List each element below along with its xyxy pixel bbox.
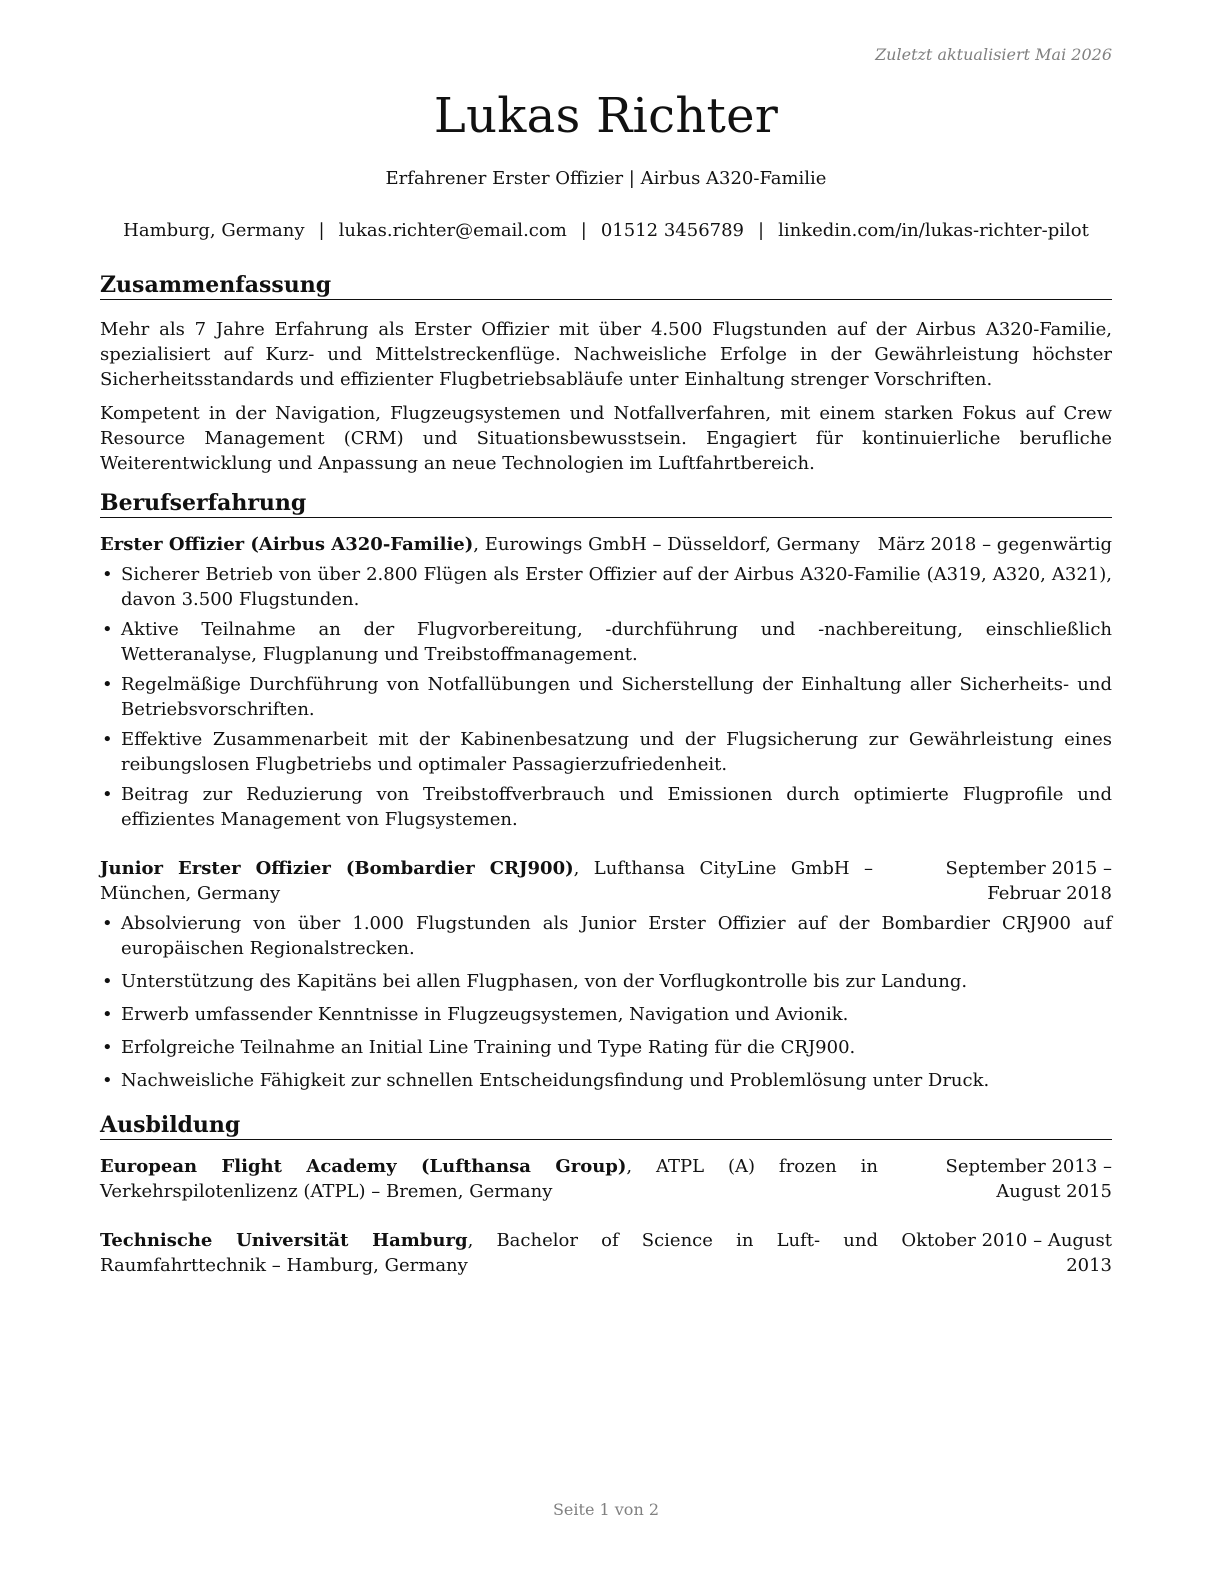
education-detail: , Bachelor of Science in Luft- und Raumfahrttechnik – Hamburg, Germany (100, 1230, 878, 1276)
education-entry (100, 1228, 1112, 1278)
page-number: Seite 1 von 2 (552, 1500, 660, 1519)
list-item: • Effektive Zusammenarbeit mit der Kabinenbesatzung und der Flugsicherung zur Gewährleistung eines reibungslosen Flugbetriebs und optimaler Passagierzufriedenheit. (100, 727, 1112, 777)
job-dates: März 2018 – gegenwärtig (877, 534, 1112, 555)
job-header (100, 532, 1112, 557)
job-entry (100, 856, 1112, 1093)
education-school: European Flight Academy (Lufthansa Group) (100, 1156, 627, 1177)
job-entry (100, 532, 1112, 832)
contact-separator: | (758, 220, 765, 241)
list-item: • Unterstützung des Kapitäns bei allen Flugphasen, von der Vorflugkontrolle bis zur Landung. (100, 969, 1112, 994)
experience-heading: Berufserfahrung (100, 489, 1112, 518)
contact-separator: | (318, 220, 325, 241)
candidate-subtitle: Erfahrener Erster Offizier | Airbus A320-Familie (385, 168, 827, 189)
summary-section (100, 271, 1112, 476)
job-role: Erster Offizier (Airbus A320-Familie) (100, 534, 474, 555)
contact-line (100, 219, 1112, 243)
list-item: • Erfolgreiche Teilnahme an Initial Line Training und Type Rating für die CRJ900. (100, 1035, 1112, 1060)
education-detail: , ATPL (A) frozen in Verkehrspilotenlizenz (ATPL) – Bremen, Germany (100, 1156, 878, 1202)
contact-location: Hamburg, Germany (123, 220, 305, 241)
job-employer: , Lufthansa CityLine GmbH – München, Germany (100, 858, 873, 904)
education-dates: Oktober 2010 – August 2013 (901, 1230, 1112, 1276)
resume-page (100, 0, 1112, 1584)
list-item: • Beitrag zur Reduzierung von Treibstoffverbrauch und Emissionen durch optimierte Flugprofile und effizientes Management von Flugsystemen. (100, 782, 1112, 832)
experience-section (100, 489, 1112, 1093)
education-section (100, 1111, 1112, 1278)
list-item: • Absolvierung von über 1.000 Flugstunden als Junior Erster Offizier auf der Bombardier CRJ900 auf europäischen Regionalstrecken. (100, 911, 1112, 961)
education-entry (100, 1154, 1112, 1204)
summary-paragraph: Kompetent in der Navigation, Flugzeugsystemen und Notfallverfahren, mit einem starken Fokus auf Crew Resource Management (CRM) und Situationsbewusstsein. Engagiert für kontinuierliche berufliche Weiterentwicklung und Anpassung an neue Technologien im Luftfahrtbereich. (100, 403, 1112, 474)
summary-heading: Zusammenfassung (100, 271, 1112, 300)
list-item: • Erwerb umfassender Kenntnisse in Flugzeugsystemen, Navigation und Avionik. (100, 1002, 1112, 1027)
candidate-name: Lukas Richter (433, 88, 779, 144)
job-bullets (100, 562, 1112, 832)
job-role: Junior Erster Offizier (Bombardier CRJ900) (100, 858, 574, 879)
list-item: • Aktive Teilnahme an der Flugvorbereitung, -durchführung und -nachbereitung, einschließlich Wetteranalyse, Flugplanung und Treibstoffmanagement. (100, 617, 1112, 667)
job-title-line (100, 532, 874, 557)
education-dates: September 2013 – August 2015 (945, 1156, 1112, 1202)
contact-phone[interactable]: 01512 3456789 (600, 220, 745, 241)
contact-linkedin[interactable]: linkedin.com/in/lukas-richter-pilot (778, 220, 1089, 241)
job-header (100, 856, 1112, 906)
job-title-line (100, 856, 873, 906)
job-dates: September 2015 – Februar 2018 (945, 858, 1112, 904)
list-item: • Sicherer Betrieb von über 2.800 Flügen als Erster Offizier auf der Airbus A320-Familie (A319, A320, A321), davon 3.500 Flugstunden. (100, 562, 1112, 612)
list-item: • Regelmäßige Durchführung von Notfallübungen und Sicherstellung der Einhaltung aller Sicherheits- und Betriebsvorschriften. (100, 672, 1112, 722)
last-updated: Zuletzt aktualisiert Mai 2026 (875, 45, 1112, 64)
education-title-line (100, 1154, 878, 1204)
education-school: Technische Universität Hamburg (100, 1230, 468, 1251)
summary-paragraph: Mehr als 7 Jahre Erfahrung als Erster Offizier mit über 4.500 Flugstunden auf der Airbus A320-Familie, spezialisiert auf Kurz- und Mittelstreckenflüge. Nachweisliche Erfolge in der Gewährleistung höchster Sicherheitsstandards und effizienter Flugbetriebsabläufe unter Einhaltung strenger Vorschriften. (100, 319, 1112, 390)
education-title-line (100, 1228, 878, 1278)
contact-separator: | (580, 220, 587, 241)
job-employer: , Eurowings GmbH – Düsseldorf, Germany (473, 534, 860, 555)
list-item: • Nachweisliche Fähigkeit zur schnellen Entscheidungsfindung und Problemlösung unter Druck. (100, 1068, 1112, 1093)
contact-email[interactable]: lukas.richter@email.com (338, 220, 567, 241)
job-bullets (100, 911, 1112, 1093)
education-heading: Ausbildung (100, 1111, 1112, 1140)
